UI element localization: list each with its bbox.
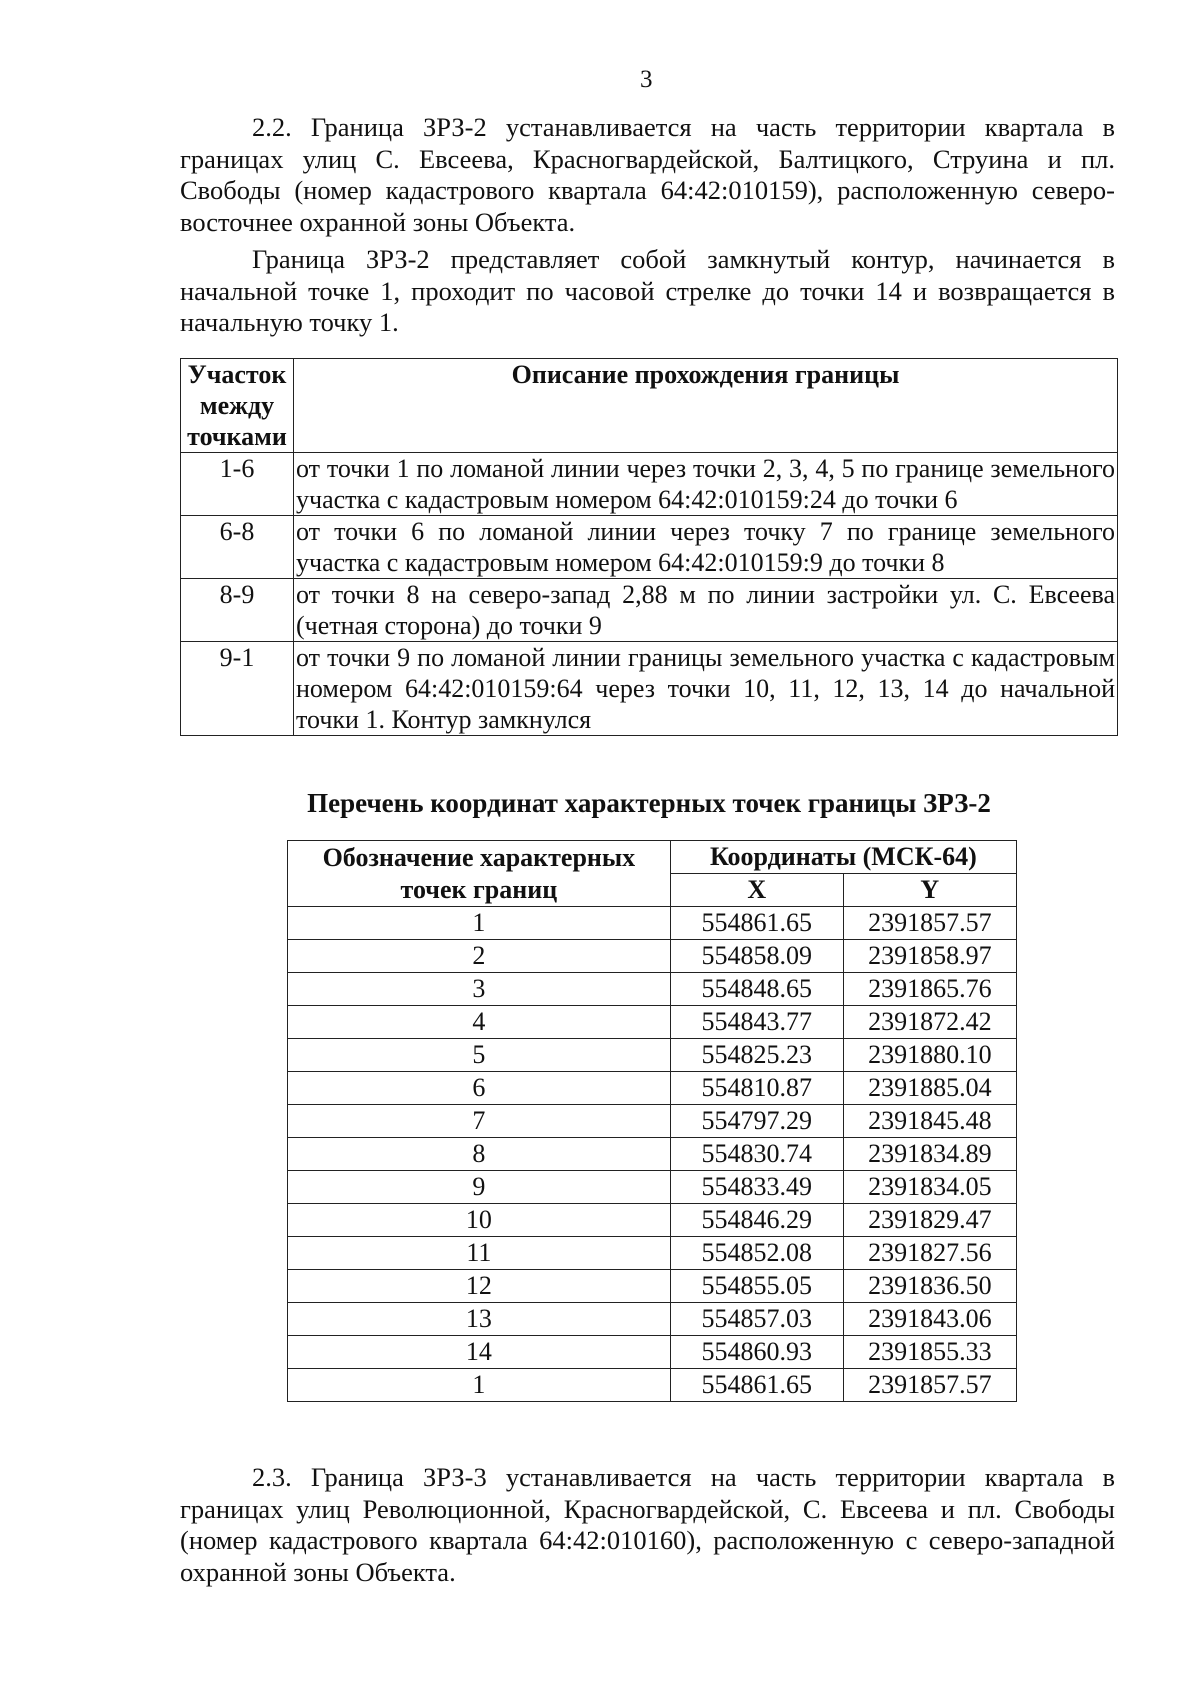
- table-row: [288, 973, 1017, 1006]
- x-cell: 554848.65: [670, 973, 843, 1006]
- segment-cell: 6-8: [181, 516, 294, 579]
- point-cell: 12: [288, 1270, 671, 1303]
- x-cell: 554857.03: [670, 1303, 843, 1336]
- x-cell: 554861.65: [670, 1369, 843, 1402]
- table-row: [181, 453, 1118, 516]
- table-row: [288, 907, 1017, 940]
- coordinates-body: [288, 907, 1017, 1402]
- x-cell: 554846.29: [670, 1204, 843, 1237]
- description-cell: от точки 8 на северо-запад 2,88 м по линии застройки ул. С. Евсеева (четная сторона) до точки 9: [294, 579, 1118, 642]
- coords-table-title: Перечень координат характерных точек границы ЗРЗ-2: [307, 788, 991, 818]
- description-cell: от точки 6 по ломаной линии через точку 7 по границе земельного участка с кадастровым номером 64:42:010159:9 до точки 8: [294, 516, 1118, 579]
- y-cell: 2391857.57: [843, 907, 1016, 940]
- point-cell: 9: [288, 1171, 671, 1204]
- header-point-designation: Обозначение характерных точек границ: [288, 841, 671, 907]
- table-row: [288, 1039, 1017, 1072]
- y-cell: 2391857.57: [843, 1369, 1016, 1402]
- table-row: [288, 1072, 1017, 1105]
- header-coordinates: Координаты (МСК-64): [670, 841, 1016, 874]
- y-cell: 2391855.33: [843, 1336, 1016, 1369]
- x-cell: 554843.77: [670, 1006, 843, 1039]
- x-cell: 554830.74: [670, 1138, 843, 1171]
- boundary-description-table: [180, 358, 1118, 736]
- table-header-row: [288, 841, 1017, 874]
- point-cell: 1: [288, 907, 671, 940]
- x-cell: 554825.23: [670, 1039, 843, 1072]
- header-x: X: [670, 874, 843, 907]
- paragraph-2-2: 2.2. Граница ЗРЗ-2 устанавливается на часть территории квартала в границах улиц С. Евсеева, Красногвардейской, Балтицкого, Струина и пл. Свободы (номер кадастрового квартала 64:42:010159), расположенную северо-восточнее охранной зоны Объекта.: [180, 112, 1115, 237]
- point-cell: 8: [288, 1138, 671, 1171]
- table-row: [181, 516, 1118, 579]
- x-cell: 554852.08: [670, 1237, 843, 1270]
- paragraph-contour: Граница ЗРЗ-2 представляет собой замкнутый контур, начинается в начальной точке 1, проходит по часовой стрелке до точки 14 и возвращается в начальную точку 1.: [180, 244, 1115, 337]
- x-cell: 554861.65: [670, 907, 843, 940]
- y-cell: 2391829.47: [843, 1204, 1016, 1237]
- x-cell: 554833.49: [670, 1171, 843, 1204]
- table-row: [288, 1138, 1017, 1171]
- y-cell: 2391836.50: [843, 1270, 1016, 1303]
- segment-cell: 1-6: [181, 453, 294, 516]
- y-cell: 2391885.04: [843, 1072, 1016, 1105]
- y-cell: 2391858.97: [843, 940, 1016, 973]
- point-cell: 6: [288, 1072, 671, 1105]
- y-cell: 2391827.56: [843, 1237, 1016, 1270]
- y-cell: 2391845.48: [843, 1105, 1016, 1138]
- table-row: [288, 1171, 1017, 1204]
- y-cell: 2391865.76: [843, 973, 1016, 1006]
- y-cell: 2391872.42: [843, 1006, 1016, 1039]
- table-row: [181, 579, 1118, 642]
- point-cell: 10: [288, 1204, 671, 1237]
- point-cell: 2: [288, 940, 671, 973]
- header-segment: Участок между точками: [181, 359, 294, 453]
- segment-cell: 8-9: [181, 579, 294, 642]
- coordinates-table: [287, 840, 1017, 1402]
- x-cell: 554860.93: [670, 1336, 843, 1369]
- header-y: Y: [843, 874, 1016, 907]
- point-cell: 4: [288, 1006, 671, 1039]
- point-cell: 3: [288, 973, 671, 1006]
- table-row: [288, 1303, 1017, 1336]
- header-description: Описание прохождения границы: [294, 359, 1118, 453]
- y-cell: 2391880.10: [843, 1039, 1016, 1072]
- table-row: [288, 1369, 1017, 1402]
- paragraph-2-3: 2.3. Граница ЗРЗ-3 устанавливается на часть территории квартала в границах улиц Революционной, Красногвардейской, С. Евсеева и пл. Свободы (номер кадастрового квартала 64:42:010160), расположенную с северо-западной охранной зоны Объекта.: [180, 1462, 1115, 1587]
- table-row: [288, 1270, 1017, 1303]
- page-number: 3: [640, 66, 653, 93]
- x-cell: 554810.87: [670, 1072, 843, 1105]
- table-row: [288, 1006, 1017, 1039]
- table-row: [288, 1105, 1017, 1138]
- point-cell: 5: [288, 1039, 671, 1072]
- table-header-row: [181, 359, 1118, 453]
- y-cell: 2391834.05: [843, 1171, 1016, 1204]
- x-cell: 554855.05: [670, 1270, 843, 1303]
- table-row: [288, 1204, 1017, 1237]
- description-cell: от точки 9 по ломаной линии границы земельного участка с кадастровым номером 64:42:010159:64 через точки 10, 11, 12, 13, 14 до начальной точки 1. Контур замкнулся: [294, 642, 1118, 736]
- point-cell: 11: [288, 1237, 671, 1270]
- table-row: [288, 940, 1017, 973]
- y-cell: 2391834.89: [843, 1138, 1016, 1171]
- table-row: [288, 1237, 1017, 1270]
- table-row: [288, 1336, 1017, 1369]
- point-cell: 7: [288, 1105, 671, 1138]
- point-cell: 1: [288, 1369, 671, 1402]
- point-cell: 13: [288, 1303, 671, 1336]
- x-cell: 554858.09: [670, 940, 843, 973]
- segment-cell: 9-1: [181, 642, 294, 736]
- y-cell: 2391843.06: [843, 1303, 1016, 1336]
- point-cell: 14: [288, 1336, 671, 1369]
- description-cell: от точки 1 по ломаной линии через точки 2, 3, 4, 5 по границе земельного участка с кадастровым номером 64:42:010159:24 до точки 6: [294, 453, 1118, 516]
- table-row: [181, 642, 1118, 736]
- x-cell: 554797.29: [670, 1105, 843, 1138]
